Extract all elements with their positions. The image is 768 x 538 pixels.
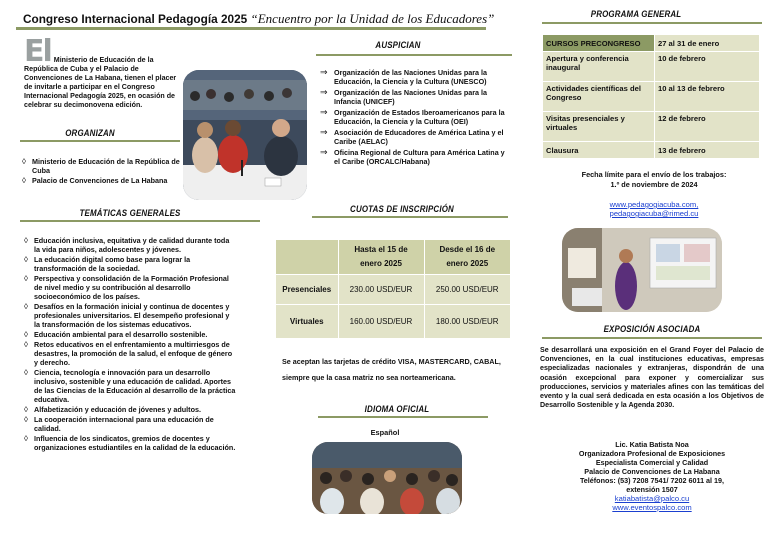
price-cell: 180.00 USD/EUR [424, 304, 510, 338]
officials-photo [183, 70, 307, 200]
program-date: 12 de febrero [655, 112, 760, 142]
program-label: Actividades científicas del Congreso [543, 82, 655, 112]
table-cell [276, 240, 338, 274]
exposicion-title: EXPOSICIÓN ASOCIADA [603, 324, 701, 334]
table-row [276, 304, 510, 338]
contact-web[interactable]: www.eventospalco.com [612, 503, 692, 512]
program-label: CURSOS PRECONGRESO [543, 35, 655, 52]
price-cell: 230.00 USD/EUR [338, 274, 424, 304]
deadline-date: 1.º de noviembre de 2024 [610, 180, 698, 189]
tematicas-list [24, 236, 236, 453]
list-item: ⇒ Oficina Regional de Cultura para América Latina y el Caribe (ORCALC/Habana) [320, 148, 510, 166]
organizan-title: ORGANIZAN [65, 128, 115, 138]
program-label: Visitas presenciales y virtuales [543, 112, 655, 142]
list-item: ◊ Educación inclusiva, equitativa y de calidad durante toda la vida para niños, adolescentes y jóvenes. [24, 236, 236, 254]
list-item: ◊ Influencia de los sindicatos, gremios de docentes y organizaciones estudiantiles en la calidad de la educación. [24, 434, 236, 452]
drop-cap: El [24, 34, 51, 69]
exhibition-photo [562, 228, 722, 312]
list-item: ◊ Educación ambiental para el desarrollo sostenible. [24, 330, 236, 339]
cuotas-col1: Hasta el 15 de enero 2025 [338, 240, 424, 274]
contact-role2: Especialista Comercial y Calidad [595, 458, 709, 467]
list-item: ⇒ Organización de las Naciones Unidas para la Infancia (UNICEF) [320, 88, 510, 106]
table-row [543, 142, 760, 159]
email-link[interactable]: pedagogiacuba@rimed.cu [609, 209, 699, 218]
list-item: ⇒ Organización de Estados Iberoamericanos para la Educación, la Ciencia y la Cultura (OEI) [320, 108, 510, 126]
list-item: ◊ La educación digital como base para lograr la transformación de la sociedad. [24, 255, 236, 273]
programa-rule [542, 22, 762, 24]
officials-photo-art [183, 70, 307, 200]
list-item: ⇒ Asociación de Educadores de América Latina y el Caribe (AELAC) [320, 128, 510, 146]
contact-name: Lic. Katia Batista Noa [615, 440, 689, 449]
contact-email[interactable]: katiabatista@palco.cu [614, 494, 690, 503]
table-row [543, 82, 760, 112]
contact-org: Palacio de Convenciones de La Habana [584, 467, 720, 476]
list-item: ◊ Ministerio de Educación de la República de Cuba [22, 157, 182, 175]
exposicion-rule [542, 337, 762, 339]
contact-phones: Teléfonos: (53) 7208 7541/ 7202 6011 al 19, extensión 1507 [579, 476, 725, 494]
table-row [543, 35, 760, 52]
contact-role1: Organizadora Profesional de Exposiciones [578, 449, 726, 458]
programa-title: PROGRAMA GENERAL [590, 9, 682, 19]
list-item: ◊ Alfabetización y educación de jóvenes y adultos. [24, 405, 236, 414]
auspician-list [320, 68, 510, 168]
cuotas-title: CUOTAS DE INSCRIPCIÓN [350, 204, 454, 214]
auspician-title: AUSPICIAN [375, 40, 421, 50]
list-item: ◊ Retos educativos en el enfrentamiento a multirriesgos de desastres, la promoción de la salud, el enfoque de género y derecho. [24, 340, 236, 367]
program-date: 10 de febrero [655, 52, 760, 82]
web-link[interactable]: www.pedagogiacuba.com, [609, 200, 699, 209]
table-row [276, 274, 510, 304]
exposicion-text: Se desarrollará una exposición en el Grand Foyer del Palacio de Convenciones, en la cual instituciones educativas, empresas especializadas nacionales y extranjeras, dispondrán de una ocasión excepcional para exponer y comercializar sus producciones, servicios y materiales afines con las temáticas del evento y la cual será dedicada en esta ocasión a los Objetivos de Desarrollo Sostenible y la Agenda 2030. [540, 346, 764, 410]
organizan-rule [20, 140, 180, 142]
program-label: Apertura y conferencia inaugural [543, 52, 655, 82]
cuotas-note: Se aceptan las tarjetas de crédito VISA, MASTERCARD, CABAL, siempre que la casa matriz no sea norteamericana. [282, 357, 501, 382]
list-item: ◊ Palacio de Convenciones de La Habana [22, 176, 182, 185]
list-item: ◊ La cooperación internacional para una educación de calidad. [24, 415, 236, 433]
main-title [23, 11, 493, 27]
organizan-list [22, 157, 182, 186]
cuotas-rule [312, 216, 508, 218]
cuotas-col2: Desde el 16 de enero 2025 [424, 240, 510, 274]
cuotas-table-box [276, 240, 510, 338]
idioma-rule [318, 416, 488, 418]
list-item: ⇒ Organización de las Naciones Unidas para la Educación, la Ciencia y la Cultura (UNESCO) [320, 68, 510, 86]
title-italic: “Encuentro por la Unidad de los Educadores” [250, 11, 495, 26]
program-date: 27 al 31 de enero [655, 35, 760, 52]
program-label: Clausura [543, 142, 655, 159]
tematicas-rule [20, 220, 260, 222]
title-bold: Congreso Internacional Pedagogía 2025 [23, 12, 248, 26]
price-cell: 160.00 USD/EUR [338, 304, 424, 338]
audience-photo [312, 442, 462, 514]
deadline-label: Fecha límite para el envío de los trabajos: [581, 170, 727, 179]
exhibition-photo-art [562, 228, 722, 312]
table-row [543, 52, 760, 82]
auspician-rule [316, 54, 512, 56]
price-cell: 250.00 USD/EUR [424, 274, 510, 304]
contact-block [540, 440, 764, 512]
header-rule [16, 27, 486, 30]
list-item: ◊ Desafíos en la formación inicial y continua de docentes y profesionales universitarios. El desempeño profesional y la transformación de los sistemas educativos. [24, 302, 236, 329]
table-row [543, 112, 760, 142]
idioma-title: IDIOMA OFICIAL [364, 404, 430, 414]
row-label: Virtuales [289, 316, 324, 326]
tematicas-title: TEMÁTICAS GENERALES [79, 208, 181, 218]
audience-photo-art [312, 442, 462, 514]
idioma-value: Español [370, 428, 400, 437]
table-row [276, 240, 510, 274]
program-date: 10 al 13 de febrero [655, 82, 760, 112]
program-date: 13 de febrero [655, 142, 760, 159]
intro-text: Ministerio de Educación de la República de Cuba y el Palacio de Convenciones de La Habana, tienen el placer de invitarle a participar en el Congreso Internacional Pedagogía 2025, en ocasión de celebrar su decimonovena edición. [24, 56, 177, 110]
cuotas-table [276, 240, 510, 338]
programa-table [542, 34, 760, 159]
intro-block [24, 34, 184, 111]
list-item: ◊ Ciencia, tecnología e innovación para un desarrollo inclusivo, sostenible y una educación de calidad. Aportes de las Ciencias de la Educación al desarrollo de la práctica educativa. [24, 368, 236, 404]
row-label: Presenciales [282, 284, 332, 294]
list-item: ◊ Perspectiva y consolidación de la Formación Profesional de nivel medio y su contribución al desarrollo socioeconómico de los países. [24, 274, 236, 301]
